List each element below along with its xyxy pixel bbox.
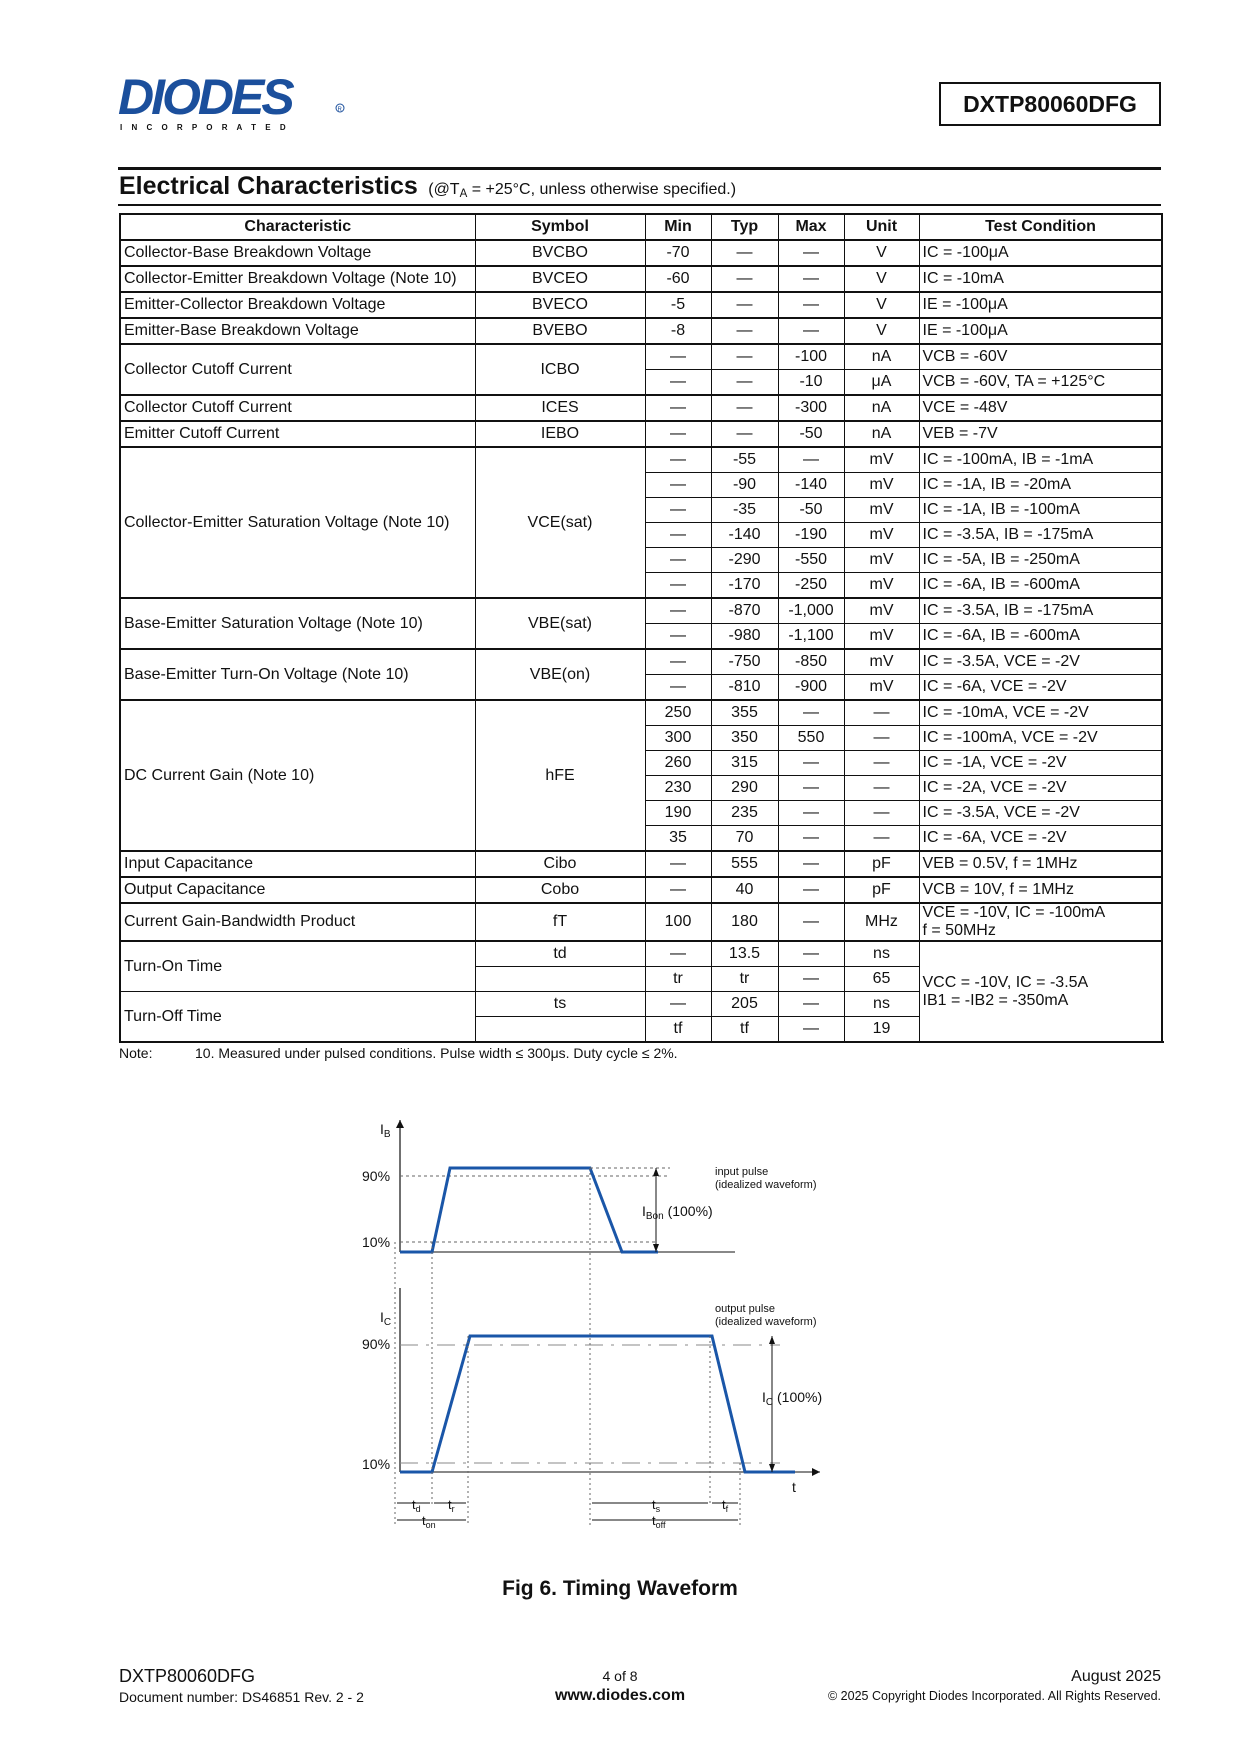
input-pulse-waveform [400,1168,658,1252]
ib-10-label: 10% [362,1234,391,1250]
table-cell: — [844,726,919,751]
tf-label: $t_f$ [722,1497,729,1514]
ic-axis-label: $I_C$ [380,1309,392,1328]
table-note [119,1045,678,1061]
table-cell: — [645,498,711,523]
title-rule [118,204,1161,206]
table-cell: IC = -6A, VCE = -2V [919,826,1162,852]
table-cell: mV [844,649,919,675]
table-cell: ns [844,941,919,967]
table-cell: 205 [711,992,778,1017]
table-cell: IC = -5A, IB = -250mA [919,548,1162,573]
table-cell: ICBO [475,344,645,395]
timing-waveform-figure [340,1120,940,1580]
table-cell: — [711,292,778,318]
table-cell: hFE [475,700,645,851]
ic100-label: $I_C$ (100%) [762,1389,823,1408]
table-cell [475,967,645,992]
table-cell: -35 [711,498,778,523]
table-cell: — [645,344,711,370]
table-cell: 290 [711,776,778,801]
table-cell: MHz [844,903,919,941]
table-cell: IC = -6A, VCE = -2V [919,675,1162,701]
table-body [120,240,1162,1042]
table-cell: Current Gain-Bandwidth Product [120,903,475,941]
table-cell: IC = -10mA, VCE = -2V [919,700,1162,726]
table-cell: — [711,240,778,266]
table-cell: 260 [645,751,711,776]
table-cell: IC = -6A, IB = -600mA [919,573,1162,599]
table-cell: -300 [778,395,844,421]
footer-docnum: Document number: DS46851 Rev. 2 - 2 [119,1689,364,1705]
table-cell: Emitter Cutoff Current [120,421,475,447]
ib-axis-label: $I_B$ [380,1121,391,1140]
table-cell: 250 [645,700,711,726]
table-cell: — [778,1017,844,1043]
table-row [120,395,1162,421]
table-cell: 350 [711,726,778,751]
table-cell: BVCBO [475,240,645,266]
table-cell: 550 [778,726,844,751]
table-cell: — [645,675,711,701]
table-cell: 315 [711,751,778,776]
table-cell: V [844,266,919,292]
table-cell: VBE(sat) [475,598,645,649]
table-cell: IC = -1A, VCE = -2V [919,751,1162,776]
table-cell: — [778,801,844,826]
table-cell: mV [844,498,919,523]
table-cell: IC = -1A, IB = -100mA [919,498,1162,523]
table-cell: Collector Cutoff Current [120,344,475,395]
table-cell: td [475,941,645,967]
col-header: Unit [844,214,919,240]
figure-caption: Fig 6. Timing Waveform [502,1577,738,1600]
table-cell: — [711,421,778,447]
col-header: Min [645,214,711,240]
table-cell: 13.5 [711,941,778,967]
table-cell: — [711,395,778,421]
table-cell [919,941,1162,1042]
footer-page: 4 of 8 [602,1668,638,1684]
table-cell: IC = -10mA [919,266,1162,292]
table-cell: -290 [711,548,778,573]
table-row [120,344,1162,370]
table-row [120,649,1162,675]
table-cell: -1,100 [778,624,844,650]
table-cell: — [645,877,711,903]
table-cell: fT [475,903,645,941]
table-cell: -550 [778,548,844,573]
table-cell: -55 [711,447,778,473]
table-cell: mV [844,447,919,473]
table-cell: VEB = -7V [919,421,1162,447]
electrical-characteristics-table [119,213,1163,1043]
section-condition: ($@T_A = +25^\circ C$, unless otherwise specified.) [428,181,737,200]
table-cell: -1,000 [778,598,844,624]
section-title [119,172,736,201]
ic-10-label: 10% [362,1456,391,1472]
table-cell: IC = -2A, VCE = -2V [919,776,1162,801]
table-cell: BVECO [475,292,645,318]
table-cell: 190 [645,801,711,826]
table-cell: Collector-Emitter Breakdown Voltage (Note 10) [120,266,475,292]
table-cell: mV [844,624,919,650]
table-cell: Input Capacitance [120,851,475,877]
table-cell: -750 [711,649,778,675]
table-cell: — [778,447,844,473]
table-row [120,240,1162,266]
table-cell: IC = -100mA, IB = -1mA [919,447,1162,473]
table-cell: — [645,624,711,650]
table-cell: — [778,992,844,1017]
table-row [120,851,1162,877]
table-cell: IE = -100μA [919,318,1162,344]
table-cell: Emitter-Collector Breakdown Voltage [120,292,475,318]
t-axis-label: t [792,1479,796,1495]
table-cell: — [778,776,844,801]
table-cell: — [778,967,844,992]
table-cell: mV [844,473,919,498]
table-cell: 300 [645,726,711,751]
output-pulse-label-2: (idealized waveform) [715,1316,817,1328]
table-cell: -980 [711,624,778,650]
table-cell: -5 [645,292,711,318]
table-cell: 35 [645,826,711,852]
table-cell: — [711,370,778,396]
table-cell: 180 [711,903,778,941]
col-header: Max [778,214,844,240]
table-cell: IC = -100μA [919,240,1162,266]
table-cell: ns [844,992,919,1017]
table-cell: mV [844,523,919,548]
table-cell: VBE(on) [475,649,645,700]
table-cell: — [711,266,778,292]
table-cell: IC = -6A, IB = -600mA [919,624,1162,650]
time-guides [395,1168,740,1525]
table-cell: IC = -100mA, VCE = -2V [919,726,1162,751]
table-cell: 19 [844,1017,919,1043]
table-cell: — [844,826,919,852]
table-cell: — [645,941,711,967]
table-cell: IC = -3.5A, IB = -175mA [919,598,1162,624]
col-header: Typ [711,214,778,240]
ic-90-label: 90% [362,1336,391,1352]
table-cell: -90 [711,473,778,498]
table-cell: -140 [711,523,778,548]
table-cell: -250 [778,573,844,599]
table-cell: — [645,421,711,447]
table-row [120,292,1162,318]
table-cell: — [645,523,711,548]
table-row [120,447,1162,473]
table-cell: -60 [645,266,711,292]
table-cell: mV [844,548,919,573]
table-cell: nA [844,421,919,447]
table-cell: — [778,292,844,318]
table-cell: V [844,292,919,318]
table-cell: VCE(sat) [475,447,645,598]
table-cell: IE = -100μA [919,292,1162,318]
table-cell: VCB = 10V, f = 1MHz [919,877,1162,903]
table-cell: — [778,266,844,292]
table-cell: — [645,851,711,877]
table-cell: — [778,851,844,877]
table-cell: pF [844,851,919,877]
table-cell: -70 [645,240,711,266]
table-cell: 65 [844,967,919,992]
col-header: Characteristic [120,214,475,240]
logo-wordmark: DIODES [118,70,292,125]
table-cell: mV [844,573,919,599]
table-cell: VEB = 0.5V, f = 1MHz [919,851,1162,877]
table-cell: 355 [711,700,778,726]
table-row [120,266,1162,292]
table-cell: IC = -3.5A, IB = -175mA [919,523,1162,548]
table-cell: tr [711,967,778,992]
output-pulse-label-1: output pulse [715,1303,775,1315]
table-cell: — [711,344,778,370]
table-row [120,877,1162,903]
table-cell: nA [844,344,919,370]
table-cell: DC Current Gain (Note 10) [120,700,475,851]
t-axis-arrow [812,1468,820,1476]
table-cell: 40 [711,877,778,903]
diodes-logo [118,70,348,132]
table-row [120,941,1162,967]
table-cell: pF [844,877,919,903]
logo-subtext: I N C O R P O R A T E D [120,123,290,132]
table-cell: IC = -1A, IB = -20mA [919,473,1162,498]
table-cell: IC = -3.5A, VCE = -2V [919,649,1162,675]
table-cell: — [645,573,711,599]
table-cell: — [645,598,711,624]
table-cell: Base-Emitter Turn-On Voltage (Note 10) [120,649,475,700]
table-cell: — [645,473,711,498]
table-cell: -100 [778,344,844,370]
table-cell: -170 [711,573,778,599]
table-cell: 100 [645,903,711,941]
table-cell: Collector Cutoff Current [120,395,475,421]
footer-date: August 2025 [1071,1668,1161,1685]
note-text: 10. Measured under pulsed conditions. Pulse width ≤ 300μs. Duty cycle ≤ 2%. [195,1045,678,1061]
table-cell: tf [711,1017,778,1043]
output-pulse-waveform [400,1336,795,1472]
table-cell: VCE = -48V [919,395,1162,421]
table-cell: — [778,826,844,852]
table-cell: -850 [778,649,844,675]
note-label: Note: [119,1045,153,1061]
table-cell: IC = -3.5A, VCE = -2V [919,801,1162,826]
table-cell: -8 [645,318,711,344]
table-cell: -190 [778,523,844,548]
table-cell [475,1017,645,1043]
svg-text:R: R [337,107,342,113]
table-cell: -140 [778,473,844,498]
tr-label: $t_r$ [448,1497,455,1514]
table-cell: 555 [711,851,778,877]
table-cell: IEBO [475,421,645,447]
table-cell: — [778,941,844,967]
table-cell: -50 [778,498,844,523]
ib-axis-arrow [396,1120,404,1128]
table-cell: ts [475,992,645,1017]
table-cell: BVEBO [475,318,645,344]
table-cell: Output Capacitance [120,877,475,903]
table-row [120,318,1162,344]
col-header: Symbol [475,214,645,240]
table-cell: — [844,700,919,726]
ib-90-label: 90% [362,1168,391,1184]
table-cell: VCB = -60V [919,344,1162,370]
table-cell: mV [844,675,919,701]
table-row [120,598,1162,624]
table-cell: Cobo [475,877,645,903]
section-heading: Electrical Characteristics [119,172,418,200]
table-cell: Turn-On Time [120,941,475,992]
table-cell: -10 [778,370,844,396]
table-cell: -870 [711,598,778,624]
table-cell: — [711,318,778,344]
footer-url[interactable]: www.diodes.com [554,1687,686,1704]
table-cell: — [778,877,844,903]
condition-line: f = 50MHz [922,922,996,939]
table-cell: V [844,240,919,266]
table-row [120,903,1162,941]
table-cell: nA [844,395,919,421]
table-cell: — [645,370,711,396]
ts-label: $t_s$ [652,1497,661,1514]
table-cell: 230 [645,776,711,801]
table-cell: — [645,447,711,473]
table-cell: — [645,548,711,573]
toff-label: $t_{off}$ [652,1513,666,1530]
table-cell: — [645,395,711,421]
table-cell: — [645,649,711,675]
top-rule [118,167,1161,170]
table-cell: — [778,240,844,266]
footer-copyright: © 2025 Copyright Diodes Incorporated. All Rights Reserved. [828,1689,1161,1703]
table-cell: V [844,318,919,344]
footer-part: DXTP80060DFG [119,1666,256,1686]
table-cell: tr [645,967,711,992]
table-cell: — [778,903,844,941]
table-cell: — [844,751,919,776]
table-cell: — [778,318,844,344]
table-row [120,421,1162,447]
col-header: Test Condition [919,214,1162,240]
table-cell: -50 [778,421,844,447]
td-label: $t_d$ [412,1497,421,1514]
table-cell: — [844,801,919,826]
table-cell: -900 [778,675,844,701]
part-number-box: DXTP80060DFG [939,82,1161,126]
table-cell: — [778,751,844,776]
table-cell: μA [844,370,919,396]
table-cell: 235 [711,801,778,826]
table-cell: -810 [711,675,778,701]
table-cell: tf [645,1017,711,1043]
ibon-label: $I_{Bon}$ (100%) [642,1203,713,1222]
condition-line: VCE = -10V, IC = -100mA [922,904,1106,921]
table-cell: Collector-Base Breakdown Voltage [120,240,475,266]
table-cell: Cibo [475,851,645,877]
table-cell: Turn-Off Time [120,992,475,1043]
table-cell: BVCEO [475,266,645,292]
table-cell: Emitter-Base Breakdown Voltage [120,318,475,344]
table-row [120,700,1162,726]
table-cell: — [645,992,711,1017]
input-pulse-label-2: (idealized waveform) [715,1179,817,1191]
table-cell: 70 [711,826,778,852]
table-cell: VCB = -60V, TA = +125°C [919,370,1162,396]
table-cell: — [844,776,919,801]
condition-line: IB1 = -IB2 = -350mA [922,991,1069,1009]
ton-label: $t_{on}$ [422,1513,436,1530]
table-cell: ICES [475,395,645,421]
table-header-row [120,214,1162,240]
table-cell [919,903,1162,941]
input-pulse-label-1: input pulse [715,1166,769,1178]
table-cell: Base-Emitter Saturation Voltage (Note 10) [120,598,475,649]
table-cell: — [778,700,844,726]
table-cell: Collector-Emitter Saturation Voltage (Note 10) [120,447,475,598]
condition-line: VCC = -10V, IC = -3.5A [922,973,1089,991]
table-cell: mV [844,598,919,624]
